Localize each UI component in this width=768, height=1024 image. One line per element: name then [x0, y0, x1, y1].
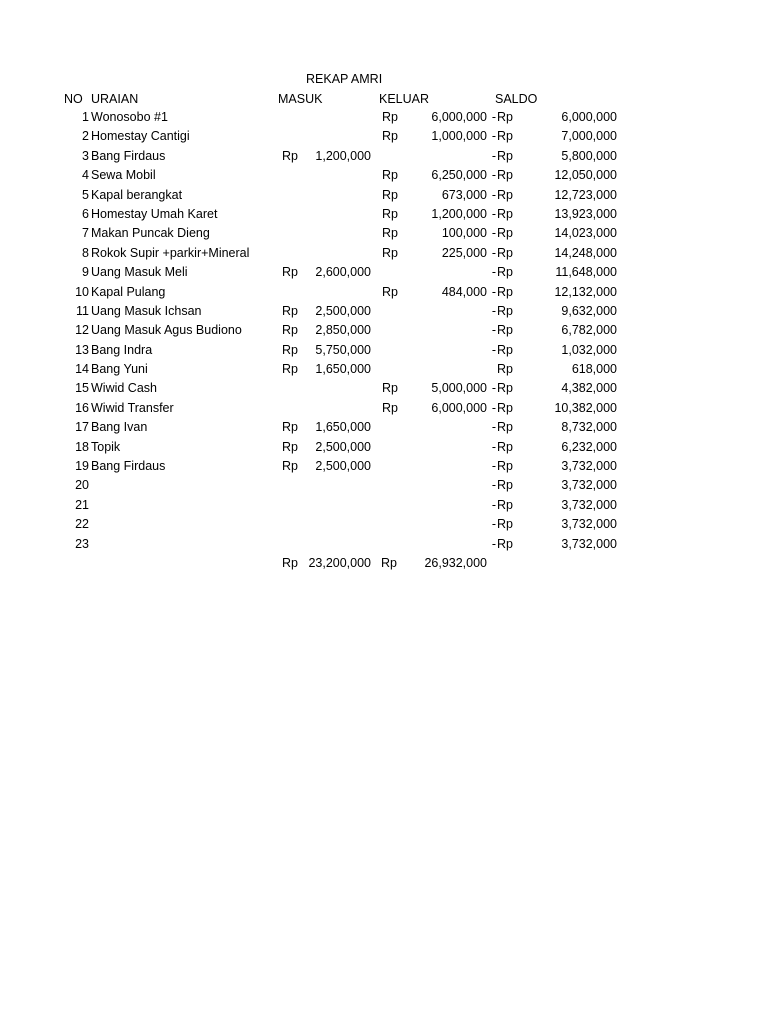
row-number: 9: [82, 265, 89, 280]
saldo-sign: -: [491, 303, 496, 318]
saldo-amount: 6,782,000: [561, 323, 617, 338]
saldo-currency: Rp: [497, 439, 513, 454]
saldo-currency: Rp: [497, 381, 513, 396]
keluar-currency: Rp: [382, 381, 398, 396]
row-description: Topik: [91, 439, 121, 454]
header-masuk: MASUK: [278, 92, 323, 106]
saldo-amount: 14,248,000: [554, 245, 617, 260]
table-row: [0, 244, 768, 263]
keluar-currency: Rp: [382, 245, 398, 260]
row-number: 1: [82, 110, 89, 124]
row-number: 16: [75, 400, 89, 415]
keluar-currency: Rp: [382, 168, 398, 183]
saldo-currency: Rp: [497, 342, 513, 357]
saldo-sign: -: [491, 284, 496, 299]
row-number: 20: [75, 478, 89, 493]
row-number: 5: [82, 187, 89, 202]
saldo-sign: -: [491, 129, 496, 144]
row-number: 8: [82, 245, 89, 260]
saldo-amount: 13,923,000: [554, 206, 617, 221]
row-description: Kapal Pulang: [91, 284, 166, 299]
saldo-currency: Rp: [497, 129, 513, 144]
masuk-currency: Rp: [282, 303, 298, 318]
row-description: Wiwid Transfer: [91, 400, 174, 415]
totals-row: [0, 554, 768, 573]
saldo-amount: 3,732,000: [561, 536, 617, 551]
table-row: [0, 127, 768, 146]
masuk-currency: Rp: [282, 323, 298, 338]
saldo-currency: Rp: [497, 362, 513, 377]
masuk-currency: Rp: [282, 342, 298, 357]
row-description: Bang Ivan: [91, 420, 148, 435]
table-row: [0, 224, 768, 243]
saldo-amount: 618,000: [571, 362, 617, 377]
masuk-currency: Rp: [282, 420, 298, 435]
saldo-amount: 11,648,000: [555, 265, 617, 280]
total-masuk-amount: 23,200,000: [308, 555, 371, 570]
table-row: [0, 283, 768, 302]
saldo-sign: -: [491, 265, 496, 280]
keluar-currency: Rp: [382, 110, 398, 124]
total-keluar-amount: 26,932,000: [424, 555, 487, 570]
keluar-amount: 484,000: [441, 284, 487, 299]
table-row: [0, 399, 768, 418]
table-row: [0, 108, 768, 127]
row-description: Bang Indra: [91, 342, 153, 357]
saldo-amount: 6,000,000: [561, 110, 617, 124]
masuk-amount: 2,850,000: [315, 323, 371, 338]
row-number: 14: [75, 362, 89, 377]
keluar-amount: 1,000,000: [431, 129, 487, 144]
saldo-sign: -: [491, 439, 496, 454]
row-description: Homestay Umah Karet: [91, 206, 218, 221]
saldo-currency: Rp: [497, 206, 513, 221]
ledger-rows: [0, 108, 768, 573]
row-number: 22: [75, 517, 89, 532]
table-row: [0, 496, 768, 515]
masuk-amount: 5,750,000: [315, 342, 371, 357]
saldo-sign: -: [491, 323, 496, 338]
saldo-amount: 4,382,000: [561, 381, 617, 396]
table-row: [0, 205, 768, 224]
row-description: Uang Masuk Ichsan: [91, 303, 202, 318]
saldo-amount: 10,382,000: [554, 400, 617, 415]
saldo-amount: 12,723,000: [554, 187, 617, 202]
saldo-sign: -: [491, 148, 496, 163]
row-number: 23: [75, 536, 89, 551]
row-number: 4: [82, 168, 89, 183]
table-row: [0, 341, 768, 360]
saldo-sign: -: [491, 381, 496, 396]
keluar-amount: 5,000,000: [431, 381, 487, 396]
saldo-sign: -: [491, 536, 496, 551]
saldo-amount: 5,800,000: [561, 148, 617, 163]
keluar-currency: Rp: [382, 206, 398, 221]
row-number: 17: [75, 420, 89, 435]
keluar-currency: Rp: [382, 400, 398, 415]
keluar-currency: Rp: [382, 187, 398, 202]
row-description: Wiwid Cash: [91, 381, 157, 396]
saldo-amount: 12,050,000: [554, 168, 617, 183]
row-description: Kapal berangkat: [91, 187, 183, 202]
header-keluar: KELUAR: [379, 92, 430, 106]
keluar-amount: 1,200,000: [431, 206, 487, 221]
saldo-amount: 9,632,000: [561, 303, 617, 318]
row-number: 6: [82, 206, 89, 221]
saldo-sign: -: [491, 245, 496, 260]
saldo-amount: 3,732,000: [561, 517, 617, 532]
row-description: Uang Masuk Agus Budiono: [91, 323, 242, 338]
saldo-currency: Rp: [497, 168, 513, 183]
keluar-currency: Rp: [382, 284, 398, 299]
masuk-currency: Rp: [282, 362, 298, 377]
table-row: [0, 418, 768, 437]
row-number: 13: [75, 342, 89, 357]
saldo-currency: Rp: [497, 226, 513, 241]
keluar-amount: 6,250,000: [431, 168, 487, 183]
total-masuk-currency: Rp: [282, 555, 298, 570]
row-description: Sewa Mobil: [91, 168, 156, 183]
saldo-sign: -: [491, 497, 496, 512]
table-row: [0, 186, 768, 205]
table-row: [0, 515, 768, 534]
saldo-amount: 8,732,000: [561, 420, 617, 435]
saldo-sign: -: [491, 187, 496, 202]
table-row: [0, 147, 768, 166]
row-number: 15: [75, 381, 89, 396]
row-number: 12: [75, 323, 89, 338]
keluar-amount: 6,000,000: [431, 110, 487, 124]
total-keluar-currency: Rp: [381, 555, 397, 570]
saldo-amount: 3,732,000: [561, 459, 617, 474]
saldo-amount: 3,732,000: [561, 478, 617, 493]
saldo-sign: -: [491, 517, 496, 532]
row-number: 10: [75, 284, 89, 299]
keluar-amount: 673,000: [441, 187, 487, 202]
row-description: Bang Firdaus: [91, 148, 166, 163]
table-row: [0, 166, 768, 185]
masuk-amount: 1,200,000: [315, 148, 371, 163]
saldo-sign: -: [491, 206, 496, 221]
saldo-sign: -: [491, 400, 496, 415]
saldo-currency: Rp: [497, 517, 513, 532]
row-number: 3: [82, 148, 89, 163]
row-number: 11: [76, 303, 89, 318]
row-description: Makan Puncak Dieng: [91, 226, 210, 241]
saldo-sign: -: [491, 420, 496, 435]
masuk-amount: 1,650,000: [315, 362, 371, 377]
header-uraian: URAIAN: [91, 92, 139, 106]
table-row: [0, 302, 768, 321]
saldo-amount: 7,000,000: [561, 129, 617, 144]
table-row: [0, 438, 768, 457]
saldo-sign: -: [491, 168, 496, 183]
saldo-amount: 6,232,000: [561, 439, 617, 454]
saldo-currency: Rp: [497, 245, 513, 260]
table-row: [0, 379, 768, 398]
header-saldo: SALDO: [495, 92, 538, 106]
table-row: [0, 360, 768, 379]
saldo-amount: 3,732,000: [561, 497, 617, 512]
table-row: [0, 457, 768, 476]
sheet-title: REKAP AMRI: [306, 72, 383, 86]
row-number: 7: [82, 226, 89, 241]
saldo-currency: Rp: [497, 459, 513, 474]
keluar-currency: Rp: [382, 129, 398, 144]
masuk-amount: 2,500,000: [315, 439, 371, 454]
saldo-sign: -: [491, 459, 496, 474]
saldo-currency: Rp: [497, 148, 513, 163]
table-row: [0, 263, 768, 282]
masuk-amount: 2,600,000: [315, 265, 371, 280]
saldo-sign: -: [491, 342, 496, 357]
saldo-amount: 1,032,000: [561, 342, 617, 357]
saldo-sign: -: [491, 478, 496, 493]
saldo-currency: Rp: [497, 497, 513, 512]
saldo-currency: Rp: [497, 323, 513, 338]
saldo-amount: 14,023,000: [554, 226, 617, 241]
keluar-amount: 100,000: [441, 226, 487, 241]
masuk-amount: 1,650,000: [315, 420, 371, 435]
table-row: [0, 476, 768, 495]
saldo-currency: Rp: [497, 536, 513, 551]
saldo-currency: Rp: [497, 187, 513, 202]
saldo-currency: Rp: [497, 110, 513, 124]
row-number: 21: [75, 497, 89, 512]
saldo-currency: Rp: [497, 303, 513, 318]
header-no: NO: [64, 92, 83, 106]
keluar-amount: 225,000: [441, 245, 487, 260]
row-description: Rokok Supir +parkir+Mineral: [91, 245, 250, 260]
row-description: Homestay Cantigi: [91, 129, 190, 144]
table-row: [0, 535, 768, 554]
masuk-amount: 2,500,000: [315, 459, 371, 474]
keluar-amount: 6,000,000: [431, 400, 487, 415]
saldo-currency: Rp: [497, 400, 513, 415]
saldo-amount: 12,132,000: [554, 284, 617, 299]
keluar-currency: Rp: [382, 226, 398, 241]
saldo-currency: Rp: [497, 284, 513, 299]
row-number: 2: [82, 129, 89, 144]
row-description: Wonosobo #1: [91, 110, 168, 124]
row-number: 18: [75, 439, 89, 454]
saldo-currency: Rp: [497, 265, 513, 280]
row-number: 19: [75, 459, 89, 474]
saldo-sign: -: [491, 110, 496, 124]
row-description: Uang Masuk Meli: [91, 265, 188, 280]
saldo-currency: Rp: [497, 420, 513, 435]
masuk-currency: Rp: [282, 439, 298, 454]
row-description: Bang Firdaus: [91, 459, 166, 474]
masuk-currency: Rp: [282, 148, 298, 163]
masuk-amount: 2,500,000: [315, 303, 371, 318]
table-row: [0, 321, 768, 340]
row-description: Bang Yuni: [91, 362, 148, 377]
masuk-currency: Rp: [282, 265, 298, 280]
saldo-sign: -: [491, 226, 496, 241]
saldo-currency: Rp: [497, 478, 513, 493]
masuk-currency: Rp: [282, 459, 298, 474]
